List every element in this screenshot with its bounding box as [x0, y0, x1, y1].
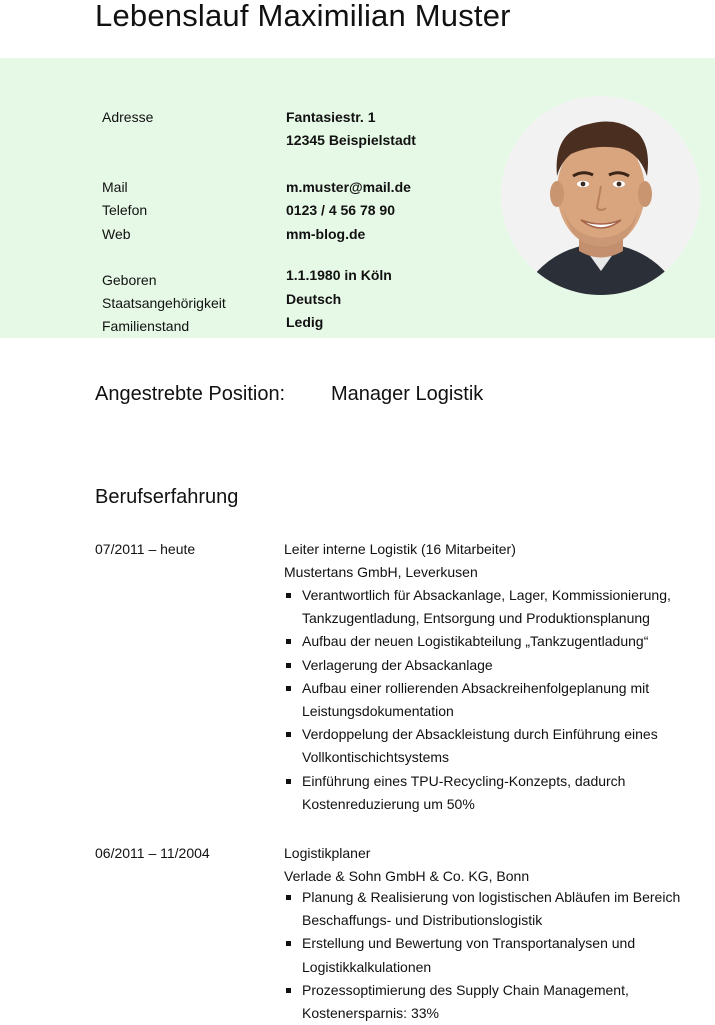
web-value: mm-blog.de — [286, 226, 366, 242]
nationality-label: Staatsangehörigkeit — [102, 295, 226, 311]
nationality-value: Deutsch — [286, 291, 342, 307]
mail-value: m.muster@mail.de — [286, 179, 411, 195]
list-item: Verlagerung der Absackanlage — [284, 654, 704, 677]
position-label: Angestrebte Position: — [95, 383, 286, 405]
list-item: Erstellung und Bewertung von Transportanalysen und Logistikkalkulationen — [284, 932, 704, 978]
profile-photo — [501, 96, 700, 295]
job-title: Leiter interne Logistik (16 Mitarbeiter) — [284, 541, 516, 557]
web-label: Web — [102, 226, 131, 242]
page-title: Lebenslauf Maximilian Muster — [95, 0, 511, 33]
list-item: Verantwortlich für Absackanlage, Lager, Kommissionierung, Tankzugentladung, Entsorgung und Produktionsplanung — [284, 584, 704, 630]
job-company: Mustertans GmbH, Leverkusen — [284, 564, 478, 580]
address-line2: 12345 Beispielstadt — [286, 132, 416, 148]
born-label: Geboren — [102, 272, 157, 288]
position-value: Manager Logistik — [331, 383, 484, 405]
address-line1: Fantasiestr. 1 — [286, 109, 376, 125]
job-responsibilities-list — [284, 886, 704, 1025]
job-title: Logistikplaner — [284, 845, 371, 861]
job-responsibilities-list — [284, 584, 704, 816]
list-item: Planung & Realisierung von logistischen Abläufen im Bereich Beschaffungs- und Distributionslogistik — [284, 886, 704, 932]
job-company: Verlade & Sohn GmbH & Co. KG, Bonn — [284, 868, 530, 884]
job-date: 07/2011 – heute — [95, 541, 196, 557]
list-item: Verdoppelung der Absackleistung durch Einführung eines Vollkontischichtsystems — [284, 723, 704, 769]
experience-section-title: Berufserfahrung — [95, 486, 239, 508]
status-value: Ledig — [286, 314, 324, 330]
profile-photo-graphic — [501, 96, 700, 295]
phone-value: 0123 / 4 56 78 90 — [286, 202, 395, 218]
list-item: Aufbau der neuen Logistikabteilung „Tankzugentladung“ — [284, 630, 704, 653]
list-item: Aufbau einer rollierenden Absackreihenfolgeplanung mit Leistungsdokumentation — [284, 677, 704, 723]
address-label: Adresse — [102, 109, 154, 125]
status-label: Familienstand — [102, 318, 190, 334]
born-value: 1.1.1980 in Köln — [286, 267, 392, 283]
list-item: Prozessoptimierung des Supply Chain Management, Kostenersparnis: 33% — [284, 979, 704, 1025]
list-item: Einführung eines TPU-Recycling-Konzepts, dadurch Kostenreduzierung um 50% — [284, 770, 704, 816]
job-date: 06/2011 – 11/2004 — [95, 845, 210, 861]
phone-label: Telefon — [102, 202, 148, 218]
mail-label: Mail — [102, 179, 128, 195]
